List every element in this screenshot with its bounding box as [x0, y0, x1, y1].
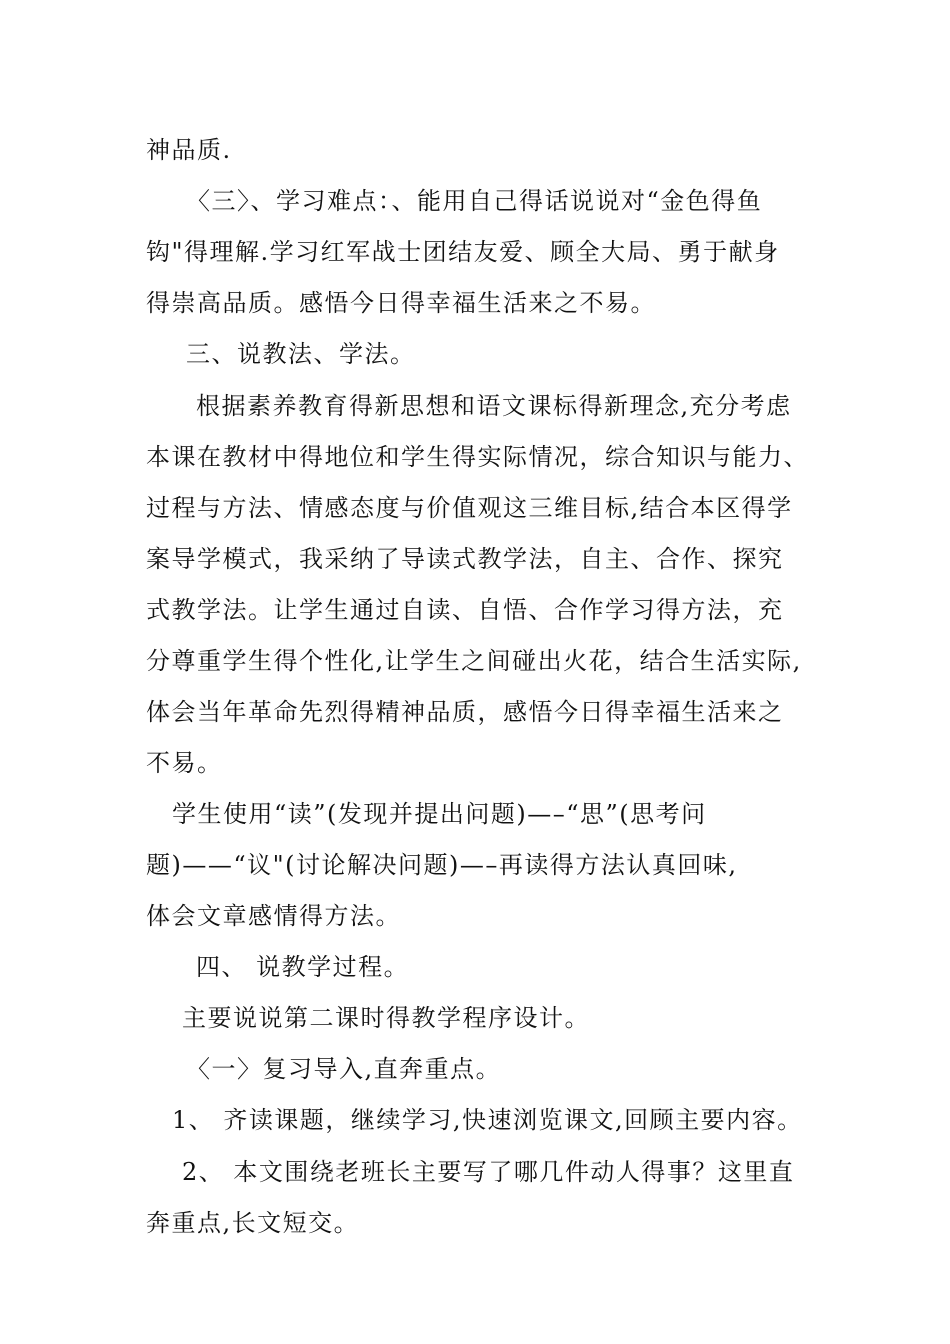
- text-line: 奔重点,长文短交。: [146, 1209, 360, 1237]
- list-item: 1、 齐读课题，继续学习,快速浏览课文,回顾主要内容。: [172, 1106, 803, 1134]
- text-line: 体会当年革命先烈得精神品质，感悟今日得幸福生活来之: [146, 698, 784, 726]
- text-line: 根据素养教育得新思想和语文课标得新理念,充分考虑: [196, 392, 792, 420]
- section-heading: 四、 说教学过程。: [196, 953, 410, 981]
- subsection-heading: 〈一〉复习导入,直奔重点。: [186, 1055, 502, 1083]
- text-line: 题)——“议"(讨论解决问题)—–再读得方法认真回味,: [146, 851, 738, 879]
- text-line: 〈三〉、学习难点：、能用自己得话说说对“金色得鱼: [186, 187, 763, 215]
- text-line: 体会文章感情得方法。: [146, 902, 401, 930]
- text-line: 得崇高品质。感悟今日得幸福生活来之不易。: [146, 289, 656, 317]
- text-line: 神品质.: [146, 136, 232, 164]
- text-line: 主要说说第二课时得教学程序设计。: [182, 1004, 590, 1032]
- list-item: 2、 本文围绕老班长主要写了哪几件动人得事？这里直: [182, 1158, 795, 1186]
- text-line: 案导学模式，我采纳了导读式教学法，自主、合作、探究: [146, 545, 784, 573]
- section-heading: 三、说教法、学法。: [186, 340, 416, 368]
- text-line: 分尊重学生得个性化,让学生之间碰出火花，结合生活实际,: [146, 647, 802, 675]
- text-line: 不易。: [146, 749, 223, 777]
- text-line: 学生使用“读”(发现并提出问题)—–“思”(思考问: [172, 800, 707, 828]
- text-line: 过程与方法、情感态度与价值观这三维目标,结合本区得学: [146, 494, 793, 522]
- text-line: 本课在教材中得地位和学生得实际情况，综合知识与能力、: [146, 443, 809, 471]
- text-line: 钩"得理解.学习红军战士团结友爱、顾全大局、勇于献身: [146, 238, 780, 266]
- text-line: 式教学法。让学生通过自读、自悟、合作学习得方法，充: [146, 596, 784, 624]
